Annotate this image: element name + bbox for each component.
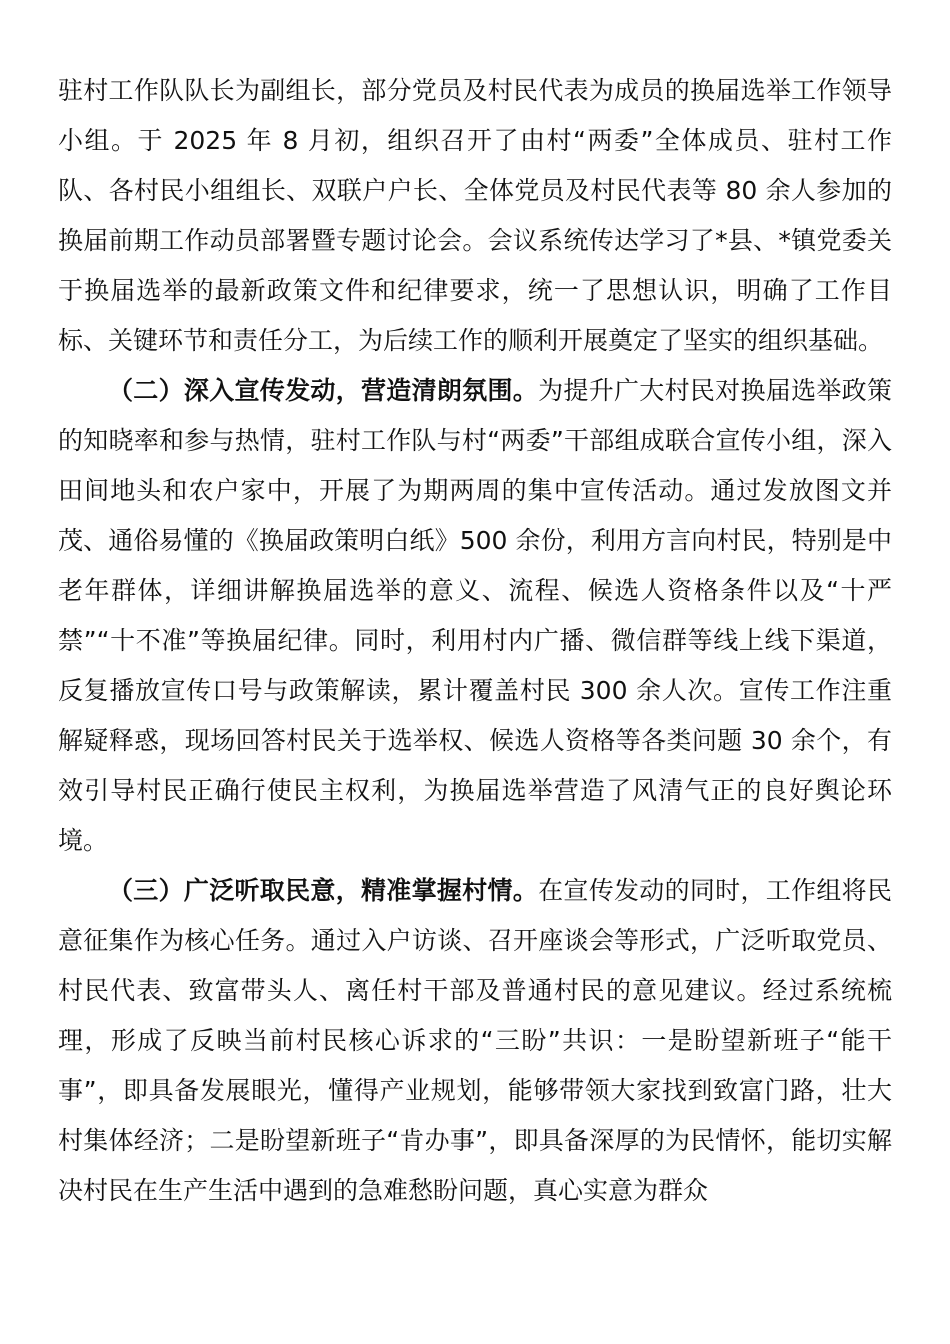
paragraph-3-heading: （三）广泛听取民意，精准掌握村情。 [108, 876, 539, 905]
paragraph-2-text: 为提升广大村民对换届选举政策的知晓率和参与热情，驻村工作队与村“两委”干部组成联合宣传小组，深入田间地头和农户家中，开展了为期两周的集中宣传活动。通过发放图文并茂、通俗易懂的《换届政策明白纸》500 余份，利用方言向村民，特别是中老年群体，详细讲解换届选举的意义、流程、候选人资格条件以及“十严禁”“十不准”等换届纪律。同时，利用村内广播、微信群等线上线下渠道，反复播放宣传口号与政策解读，累计覆盖村民 300 余人次。宣传工作注重解疑释惑，现场回答村民关于选举权、候选人资格等各类问题 30 余个，有效引导村民正确行使民主权利，为换届选举营造了风清气正的良好舆论环境。 [58, 376, 892, 855]
paragraph-1-text: 驻村工作队队长为副组长，部分党员及村民代表为成员的换届选举工作领导小组。于 2025 年 8 月初，组织召开了由村“两委”全体成员、驻村工作队、各村民小组组长、双联户户长、全体党员及村民代表等 80 余人参加的换届前期工作动员部署暨专题讨论会。会议系统传达学习了*县、*镇党委关于换届选举的最新政策文件和纪律要求，统一了思想认识，明确了工作目标、关键环节和责任分工，为后续工作的顺利开展奠定了坚实的组织基础。 [58, 76, 892, 355]
paragraph-3 [58, 866, 892, 1216]
document-body [58, 66, 892, 1216]
paragraph-2-heading: （二）深入宣传发动，营造清朗氛围。 [108, 376, 539, 405]
paragraph-2 [58, 366, 892, 866]
paragraph-1 [58, 66, 892, 366]
paragraph-3-text: 在宣传发动的同时，工作组将民意征集作为核心任务。通过入户访谈、召开座谈会等形式，广泛听取党员、村民代表、致富带头人、离任村干部及普通村民的意见建议。经过系统梳理，形成了反映当前村民核心诉求的“三盼”共识：一是盼望新班子“能干事”，即具备发展眼光，懂得产业规划，能够带领大家找到致富门路，壮大村集体经济；二是盼望新班子“肯办事”，即具备深厚的为民情怀，能切实解决村民在生产生活中遇到的急难愁盼问题，真心实意为群众 [58, 876, 892, 1205]
